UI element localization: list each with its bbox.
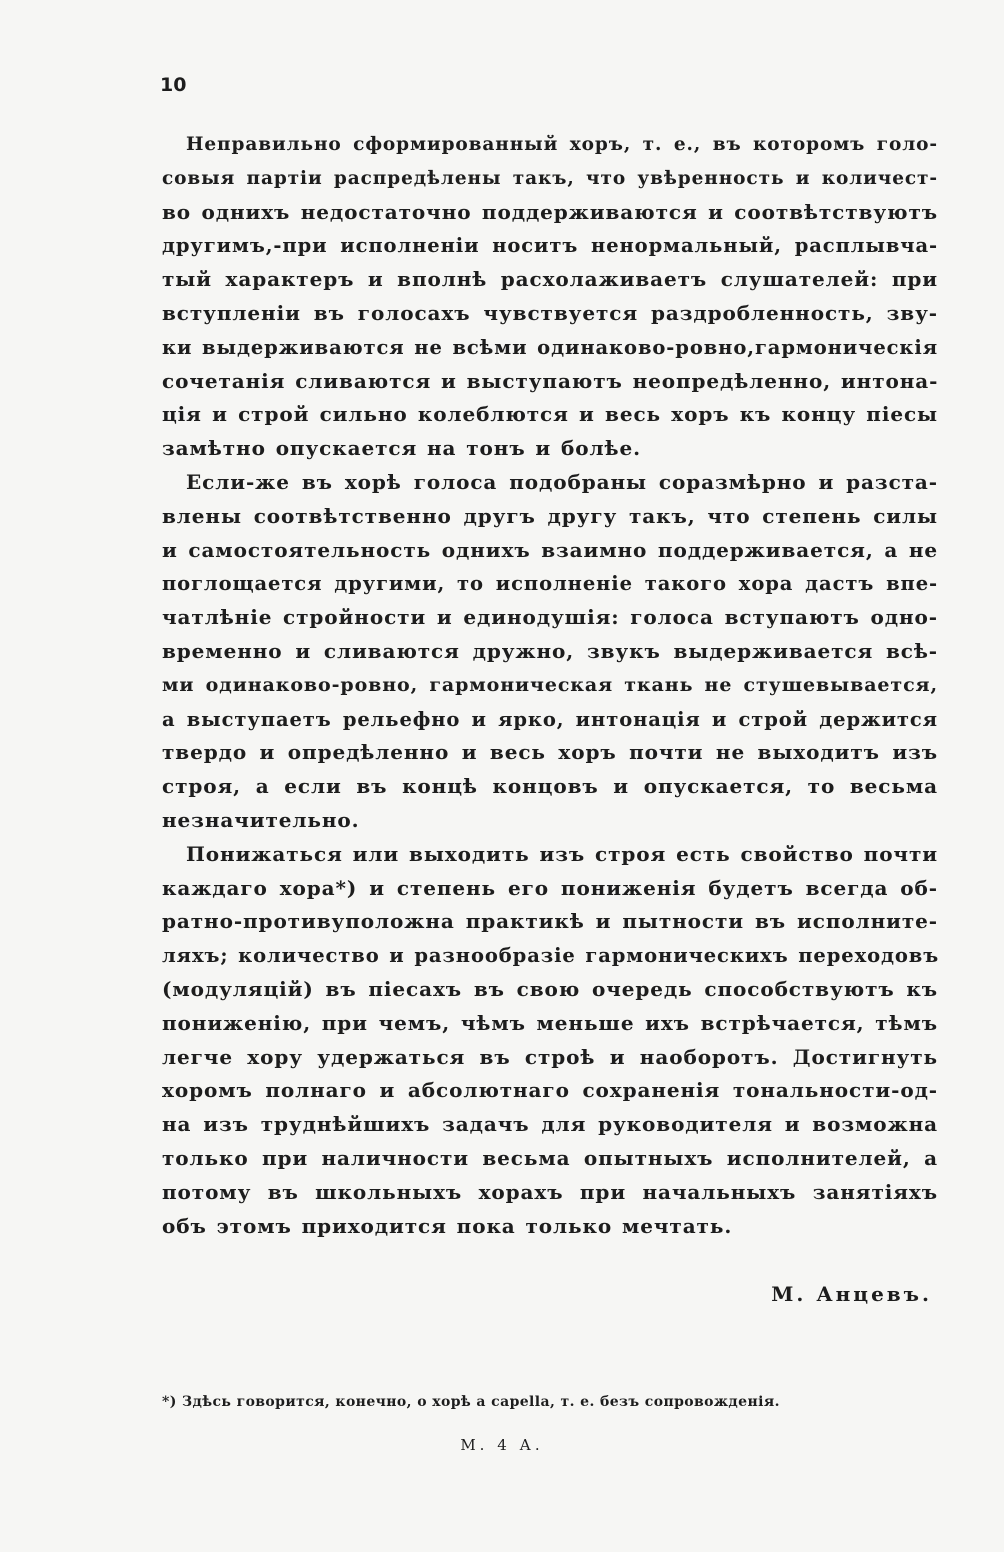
text-line: временно и сливаются дружно, звукъ выдерживается всѣ- <box>162 638 938 663</box>
author-signature: М. Анцевъ. <box>771 1282 932 1306</box>
text-line: поглощается другими, то исполненiе такого хора дастъ впе- <box>162 572 938 596</box>
printer-imprint: М. 4 А. <box>460 1436 544 1454</box>
text-line: хоромъ полнаго и абсолютнаго сохраненiя тональности-од- <box>162 1078 938 1103</box>
text-line: на изъ труднѣйшихъ задачъ для руководителя и возможна <box>162 1112 938 1137</box>
text-line: (модуляцiй) въ пiесахъ въ свою очередь способствуютъ къ <box>162 976 938 1001</box>
text-line: тый характеръ и вполнѣ расхолаживаетъ слушателей: при <box>162 267 938 292</box>
text-line: и самостоятельность однихъ взаимно поддерживается, а не <box>162 537 938 562</box>
paragraph-3 <box>162 838 938 1244</box>
text-line: влены соотвѣтственно другъ другу такъ, что степень силы <box>162 503 938 528</box>
text-line: вступленiи въ голосахъ чувствуется раздробленность, зву- <box>162 300 938 325</box>
text-line: строя, а если въ концѣ концовъ и опускается, то весьма <box>162 774 938 799</box>
paragraph-2 <box>162 466 938 838</box>
text-line: Если-же въ хорѣ голоса подобраны соразмѣрно и разста- <box>186 469 938 494</box>
text-line: сочетанiя сливаются и выступаютъ неопредѣленно, интона- <box>162 368 939 393</box>
text-line: незначительно. <box>162 807 360 832</box>
text-line: пониженiю, при чемъ, чѣмъ меньше ихъ встрѣчается, тѣмъ <box>162 1010 938 1035</box>
text-line: ми одинаково-ровно, гармоническая ткань не стушевывается, <box>162 673 938 696</box>
page-number: 10 <box>160 74 187 96</box>
text-line: Неправильно сформированный хоръ, т. е., въ которомъ голо- <box>186 134 938 155</box>
text-line: ки выдерживаются не всѣми одинаково-ровно,гармоническiя <box>162 335 938 359</box>
text-line: ляхъ; количество и разнообразiе гармоническихъ переходовъ <box>162 944 940 968</box>
text-line: легче хору удержаться въ строѣ и наоборотъ. Достигнуть <box>162 1044 938 1069</box>
text-line: ратно-противуположна практикѣ и пытности въ исполните- <box>162 909 938 934</box>
text-line: объ этомъ приходится пока только мечтать. <box>162 1213 733 1238</box>
text-line: каждаго хора*) и степень его пониженiя будетъ всегда об- <box>162 875 938 900</box>
text-line: цiя и строй сильно колеблются и весь хоръ къ концу пiесы <box>162 402 938 427</box>
text-line: чатлѣнiе стройности и единодушiя: голоса вступаютъ одно- <box>162 605 938 630</box>
text-line: другимъ,-при исполненiи носитъ ненормальный, расплывча- <box>162 234 938 258</box>
text-line: а выступаетъ рельефно и ярко, интонацiя и строй держится <box>162 707 938 731</box>
text-line: во однихъ недостаточно поддерживаются и соотвѣтствуютъ <box>162 199 938 224</box>
text-line: потому въ школьныхъ хорахъ при начальныхъ занятiяхъ <box>162 1179 938 1204</box>
footnote: *) Здѣсь говорится, конечно, о хорѣ a capella, т. е. безъ сопровожденiя. <box>162 1394 780 1410</box>
text-line: только при наличности весьма опытныхъ исполнителей, а <box>162 1145 938 1170</box>
text-line: замѣтно опускается на тонъ и болѣе. <box>162 436 641 461</box>
body-text <box>162 128 938 1243</box>
paragraph-1 <box>162 128 938 466</box>
text-line: совыя партiи распредѣлены такъ, что увѣренность и количест- <box>162 167 938 189</box>
text-line: твердо и опредѣленно и весь хоръ почти не выходитъ изъ <box>162 740 938 765</box>
text-line: Понижаться или выходить изъ строя есть свойство почти <box>186 841 938 866</box>
